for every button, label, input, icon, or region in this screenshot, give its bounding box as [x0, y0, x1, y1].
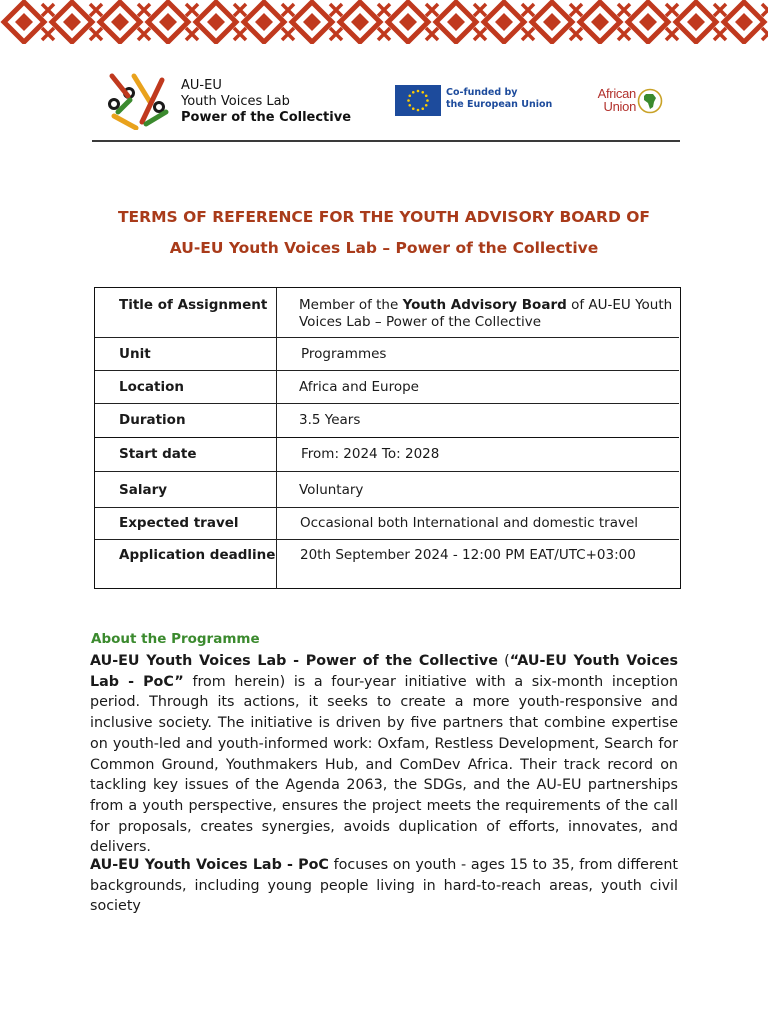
about-paragraph-1: [90, 651, 678, 858]
section-heading-about: About the Programme: [91, 631, 260, 647]
row-value: Occasional both International and domestic travel: [300, 515, 639, 531]
paragraph-2-body: focuses on youth - ages 15 to 35, from different backgrounds, including young people living in hard-to-reach areas, youth civil society: [90, 857, 678, 915]
eu-star: [425, 104, 428, 107]
row-label: Expected travel: [119, 515, 239, 531]
programme-short-name: “AU-EU Youth Voices Lab - PoC”: [90, 653, 678, 690]
eu-star: [408, 104, 411, 107]
row-value: Africa and Europe: [299, 379, 419, 395]
row-value: From: 2024 To: 2028: [301, 446, 440, 462]
table-row: [95, 539, 679, 589]
table-row: [95, 370, 679, 404]
row-value: Voluntary: [299, 482, 364, 498]
table-row: [95, 471, 679, 508]
table-row: [95, 337, 679, 371]
row-value: 3.5 Years: [299, 412, 361, 428]
logo-line-1: AU-EU: [181, 78, 222, 93]
document-title-line-1: TERMS OF REFERENCE FOR THE YOUTH ADVISORY BOARD OF: [117, 208, 650, 226]
row-value: [299, 297, 679, 331]
row-label: Start date: [119, 446, 197, 462]
row-label: Location: [119, 379, 184, 395]
decorative-banner: [0, 0, 768, 44]
row-label: Duration: [119, 412, 186, 428]
row-label: Salary: [119, 482, 168, 498]
header: [92, 66, 680, 140]
eu-star: [426, 99, 429, 102]
programme-name: AU-EU Youth Voices Lab - Power of the Collective: [90, 653, 498, 669]
logo-line-3: Power of the Collective: [181, 110, 352, 125]
row-value-post: of AU-EU Youth Voices Lab – Power of the Collective: [299, 297, 673, 330]
youth-voices-lab-logo-icon: [106, 72, 170, 130]
table-row: [95, 403, 679, 438]
au-line-2: Union: [603, 99, 636, 114]
row-label: Application deadline: [119, 547, 276, 563]
eu-star: [417, 109, 420, 112]
row-label: Title of Assignment: [119, 297, 268, 313]
eu-star: [408, 94, 411, 97]
row-value: Programmes: [301, 346, 387, 362]
terms-table: [94, 287, 681, 589]
row-value: 20th September 2024 - 12:00 PM EAT/UTC+03:00: [300, 547, 636, 563]
logo-text: [181, 78, 351, 126]
eu-star: [425, 94, 428, 97]
table-row: [95, 507, 679, 540]
paragraph-1-body: from herein) is a four-year initiative with a six-month inception period. Through its actions, it seeks to create a more youth-responsive and inclusive society. The initiative is driven by five partners that combine expertise on youth-led and youth-informed work: Oxfam, Restless Development, Search for Common Ground, Youthmakers Hub, and ComDev Africa. Their track record on tackling key issues of the Agenda 2063, the SDGs, and the AU-EU partnerships from a youth perspective, ensures the project meets the requirements of the call for proposals, creates synergies, avoids duplication of efforts, innovates, and delivers.: [90, 673, 678, 856]
header-divider: [92, 140, 680, 142]
row-value-pre: Member of the: [299, 297, 403, 313]
logo-line-2: Youth Voices Lab: [181, 94, 290, 109]
eu-star: [417, 90, 420, 93]
row-label: Unit: [119, 346, 151, 362]
programme-short-name-2: AU-EU Youth Voices Lab - PoC: [90, 857, 329, 873]
eu-cofunded-text: [446, 87, 552, 111]
document-title-line-2: AU-EU Youth Voices Lab – Power of the Collective: [169, 239, 599, 257]
eu-line-2: the European Union: [446, 99, 553, 110]
eu-star: [407, 99, 410, 102]
table-row: [95, 437, 679, 472]
eu-star: [412, 107, 415, 110]
about-paragraph-2: [90, 855, 678, 917]
eu-flag-icon: [395, 85, 441, 116]
table-row: [95, 288, 679, 337]
au-line-1: African: [597, 86, 636, 101]
eu-line-1: Co-funded by: [446, 87, 518, 98]
row-value-bold: Youth Advisory Board: [402, 297, 567, 313]
paren-open: (: [497, 653, 510, 669]
eu-star: [412, 91, 415, 94]
african-union-logo: [592, 87, 666, 117]
au-logo-text: [592, 87, 636, 113]
eu-star: [421, 107, 424, 110]
african-union-emblem-icon: [637, 88, 663, 114]
eu-star: [421, 91, 424, 94]
